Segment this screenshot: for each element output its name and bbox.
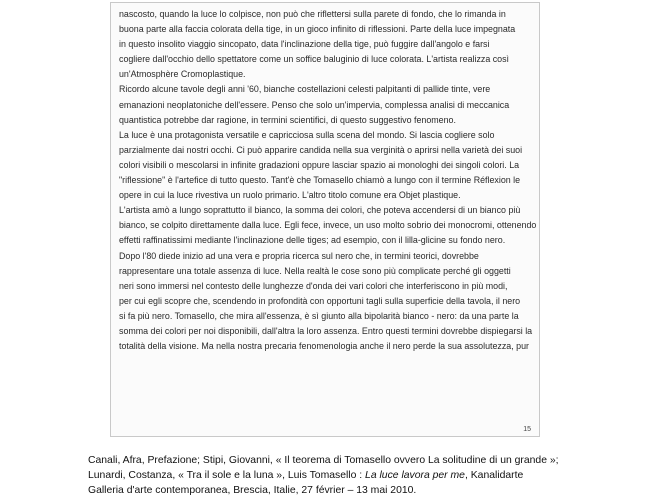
text-line: effetti raffinatissimi mediante l'inclinazione delle tiges; ad esempio, con il lilla-glicine su fondo nero. — [119, 235, 506, 246]
caption-line-1: Canali, Afra, Prefazione; Stipi, Giovanni, « Il teorema di Tomasello ovvero La solitudine di un grande »; — [88, 455, 559, 466]
text-line: rappresentare una totale assenza di luce. Nella realtà le cose sono più complicate perché gli oggetti — [119, 265, 511, 276]
text-line: si fa più nero. Tomasello, che mira all'essenza, è sì giunto alla bipolarità bianco - nero: da una parte la — [119, 310, 519, 321]
text-line: un'Atmosphère Cromoplastique. — [119, 69, 246, 80]
text-line: La luce è una protagonista versatile e capricciosa sulla scena del mondo. Si lascia cogliere solo — [119, 129, 495, 140]
text-line: per cui egli scopre che, scendendo in profondità con opportuni tagli sulla superficie della tavola, il nero — [119, 295, 521, 306]
text-line: opere in cui la luce rivestiva un ruolo primario. L'altro titolo comune era Objet plastique. — [119, 190, 461, 201]
text-line: Dopo l'80 diede inizio ad una vera e propria ricerca sul nero che, in termini teorici, dovrebbe — [119, 250, 479, 261]
caption-authors: Lunardi, Costanza, « Tra il sole e la luna », Luis Tomasello : — [88, 470, 366, 481]
text-line: in questo insolito viaggio sincopato, data l'inclinazione della tige, può fuggire dall'angolo e farsi — [119, 39, 490, 50]
caption-publisher: , Kanalidarte — [464, 470, 524, 481]
page-number: 15 — [523, 426, 531, 433]
text-line: parzialmente dai nostri occhi. Ci può apparire candida nella sua verginità o aprirsi nella varietà dei suoi — [119, 144, 523, 155]
body-text — [119, 7, 537, 354]
text-line: emanazioni neoplatoniche dell'essere. Penso che solo un'impervia, complessa analisi di meccanica — [119, 99, 510, 110]
text-line: somma dei colori per noi disponibili, dall'altra la loro assenza. Entro questi termini dovrebbe dispiegarsi la — [119, 325, 533, 336]
text-line: L'artista amò a lungo soprattutto il bianco, la somma dei colori, che poteva accendersi di un bianco più — [119, 205, 521, 216]
caption-line-2 — [88, 468, 643, 483]
text-line: neri sono immersi nel contesto delle lunghezze d'onda dei vari colori che interferiscono in più modi, — [119, 280, 508, 291]
text-line: quantistica potrebbe dar ragione, in termini scientifici, di questo suggestivo fenomeno. — [119, 114, 456, 125]
text-line: "riflessione" è l'artefice di tutto questo. Tant'è che Tomasello chiamò a lungo con il termine Réflexion le — [119, 175, 521, 186]
text-line: bianco, se colpito direttamente dalla luce. Egli fece, invece, un uso molto sobrio dei monocromi, ottenendo — [119, 220, 537, 231]
caption-book-title: La luce lavora per me — [365, 470, 465, 481]
caption-line-3: Galleria d'arte contemporanea, Brescia, Italie, 27 février – 13 mai 2010. — [88, 485, 417, 496]
document-page — [110, 2, 540, 437]
citation-caption — [88, 453, 643, 498]
text-line: colori visibili o mescolarsi in infinite gradazioni oppure lasciar spazio ai monologhi dei singoli colori. La — [119, 159, 520, 170]
text-line: nascosto, quando la luce lo colpisce, non può che riflettersi sulla parete di fondo, che lo rimanda in — [119, 9, 506, 19]
text-line: cogliere dall'occhio dello spettatore come un soffice baluginio di luce colorata. L'artista realizza così — [119, 54, 509, 65]
text-line: buona parte alla faccia colorata della tige, in un gioco infinito di riflessioni. Parte della luce impegnata — [119, 24, 516, 35]
text-line: Ricordo alcune tavole degli anni '60, bianche costellazioni celesti palpitanti di pallide tinte, vere — [119, 84, 491, 95]
text-line: totalità della visione. Ma nella nostra precaria fenomenologia anche il nero perde la sua assolutezza, pur — [119, 341, 529, 352]
